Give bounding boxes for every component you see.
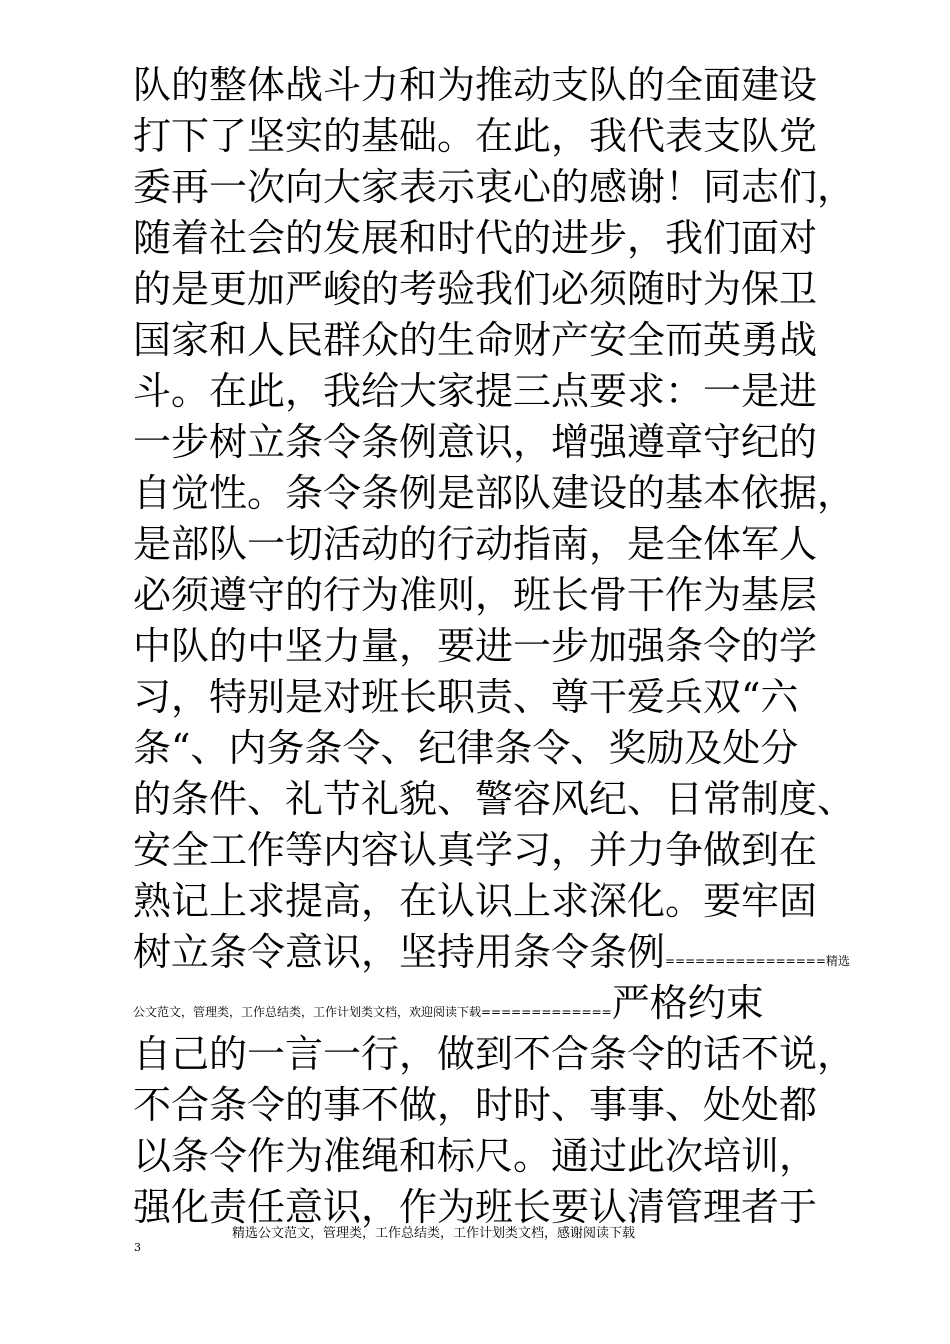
text-line: 强化责任意识，作为班长要认清管理者于 [133, 1185, 818, 1229]
text-line: 习，特别是对班长职责、尊干爱兵双“六 [133, 675, 799, 719]
text-line: 委再一次向大家表示衷心的感谢！同志们， [133, 165, 856, 209]
text-line: 必须遵守的行为准则，班长骨干作为基层 [133, 573, 818, 617]
text-line-main: 树立条令意识，坚持用条令条例 [133, 930, 666, 974]
text-line: 自己的一言一行，做到不合条令的话不说， [133, 1032, 856, 1076]
text-line: 是部队一切活动的行动指南，是全体军人 [133, 522, 818, 566]
text-line: 条“、内务条令、纪律条令、奖励及处分 [133, 726, 799, 770]
document-body [133, 60, 856, 1233]
text-line: 斗。在此，我给大家提三点要求：一是进 [133, 369, 818, 413]
page-number: 3 [134, 1241, 141, 1254]
text-line-main: 严格约束 [611, 981, 764, 1025]
text-line: 自觉性。条令条例是部队建设的基本依据， [133, 471, 856, 515]
text-line: 随着社会的发展和时代的进步，我们面对 [133, 216, 818, 260]
text-line: 队的整体战斗力和为推动支队的全面建设 [133, 63, 818, 107]
text-line-with-inline-note [133, 927, 853, 978]
text-line: 的是更加严峻的考验我们必须随时为保卫 [133, 267, 818, 311]
inline-watermark-end: 公文范文，管理类，工作总结类，工作计划类文档，欢迎阅读下载============= [133, 1005, 612, 1019]
text-line: 打下了坚实的基础。在此，我代表支队党 [133, 114, 818, 158]
text-line-with-inline-note [133, 978, 853, 1029]
text-line: 安全工作等内容认真学习，并力争做到在 [133, 828, 818, 872]
footer-note: 精选公文范文，管理类，工作总结类，工作计划类文档，感谢阅读下载 [232, 1226, 636, 1241]
text-line: 不合条令的事不做，时时、事事、处处都 [133, 1083, 818, 1127]
text-line: 国家和人民群众的生命财产安全而英勇战 [133, 318, 818, 362]
text-line: 一步树立条令条例意识，增强遵章守纪的 [133, 420, 818, 464]
inline-watermark-start: ================精选 [665, 954, 850, 968]
text-line: 以条令作为准绳和标尺。通过此次培训， [133, 1134, 818, 1178]
text-line: 熟记上求提高，在认识上求深化。要牢固 [133, 879, 818, 923]
text-line: 中队的中坚力量，要进一步加强条令的学 [133, 624, 818, 668]
text-line: 的条件、礼节礼貌、警容风纪、日常制度、 [133, 777, 856, 821]
